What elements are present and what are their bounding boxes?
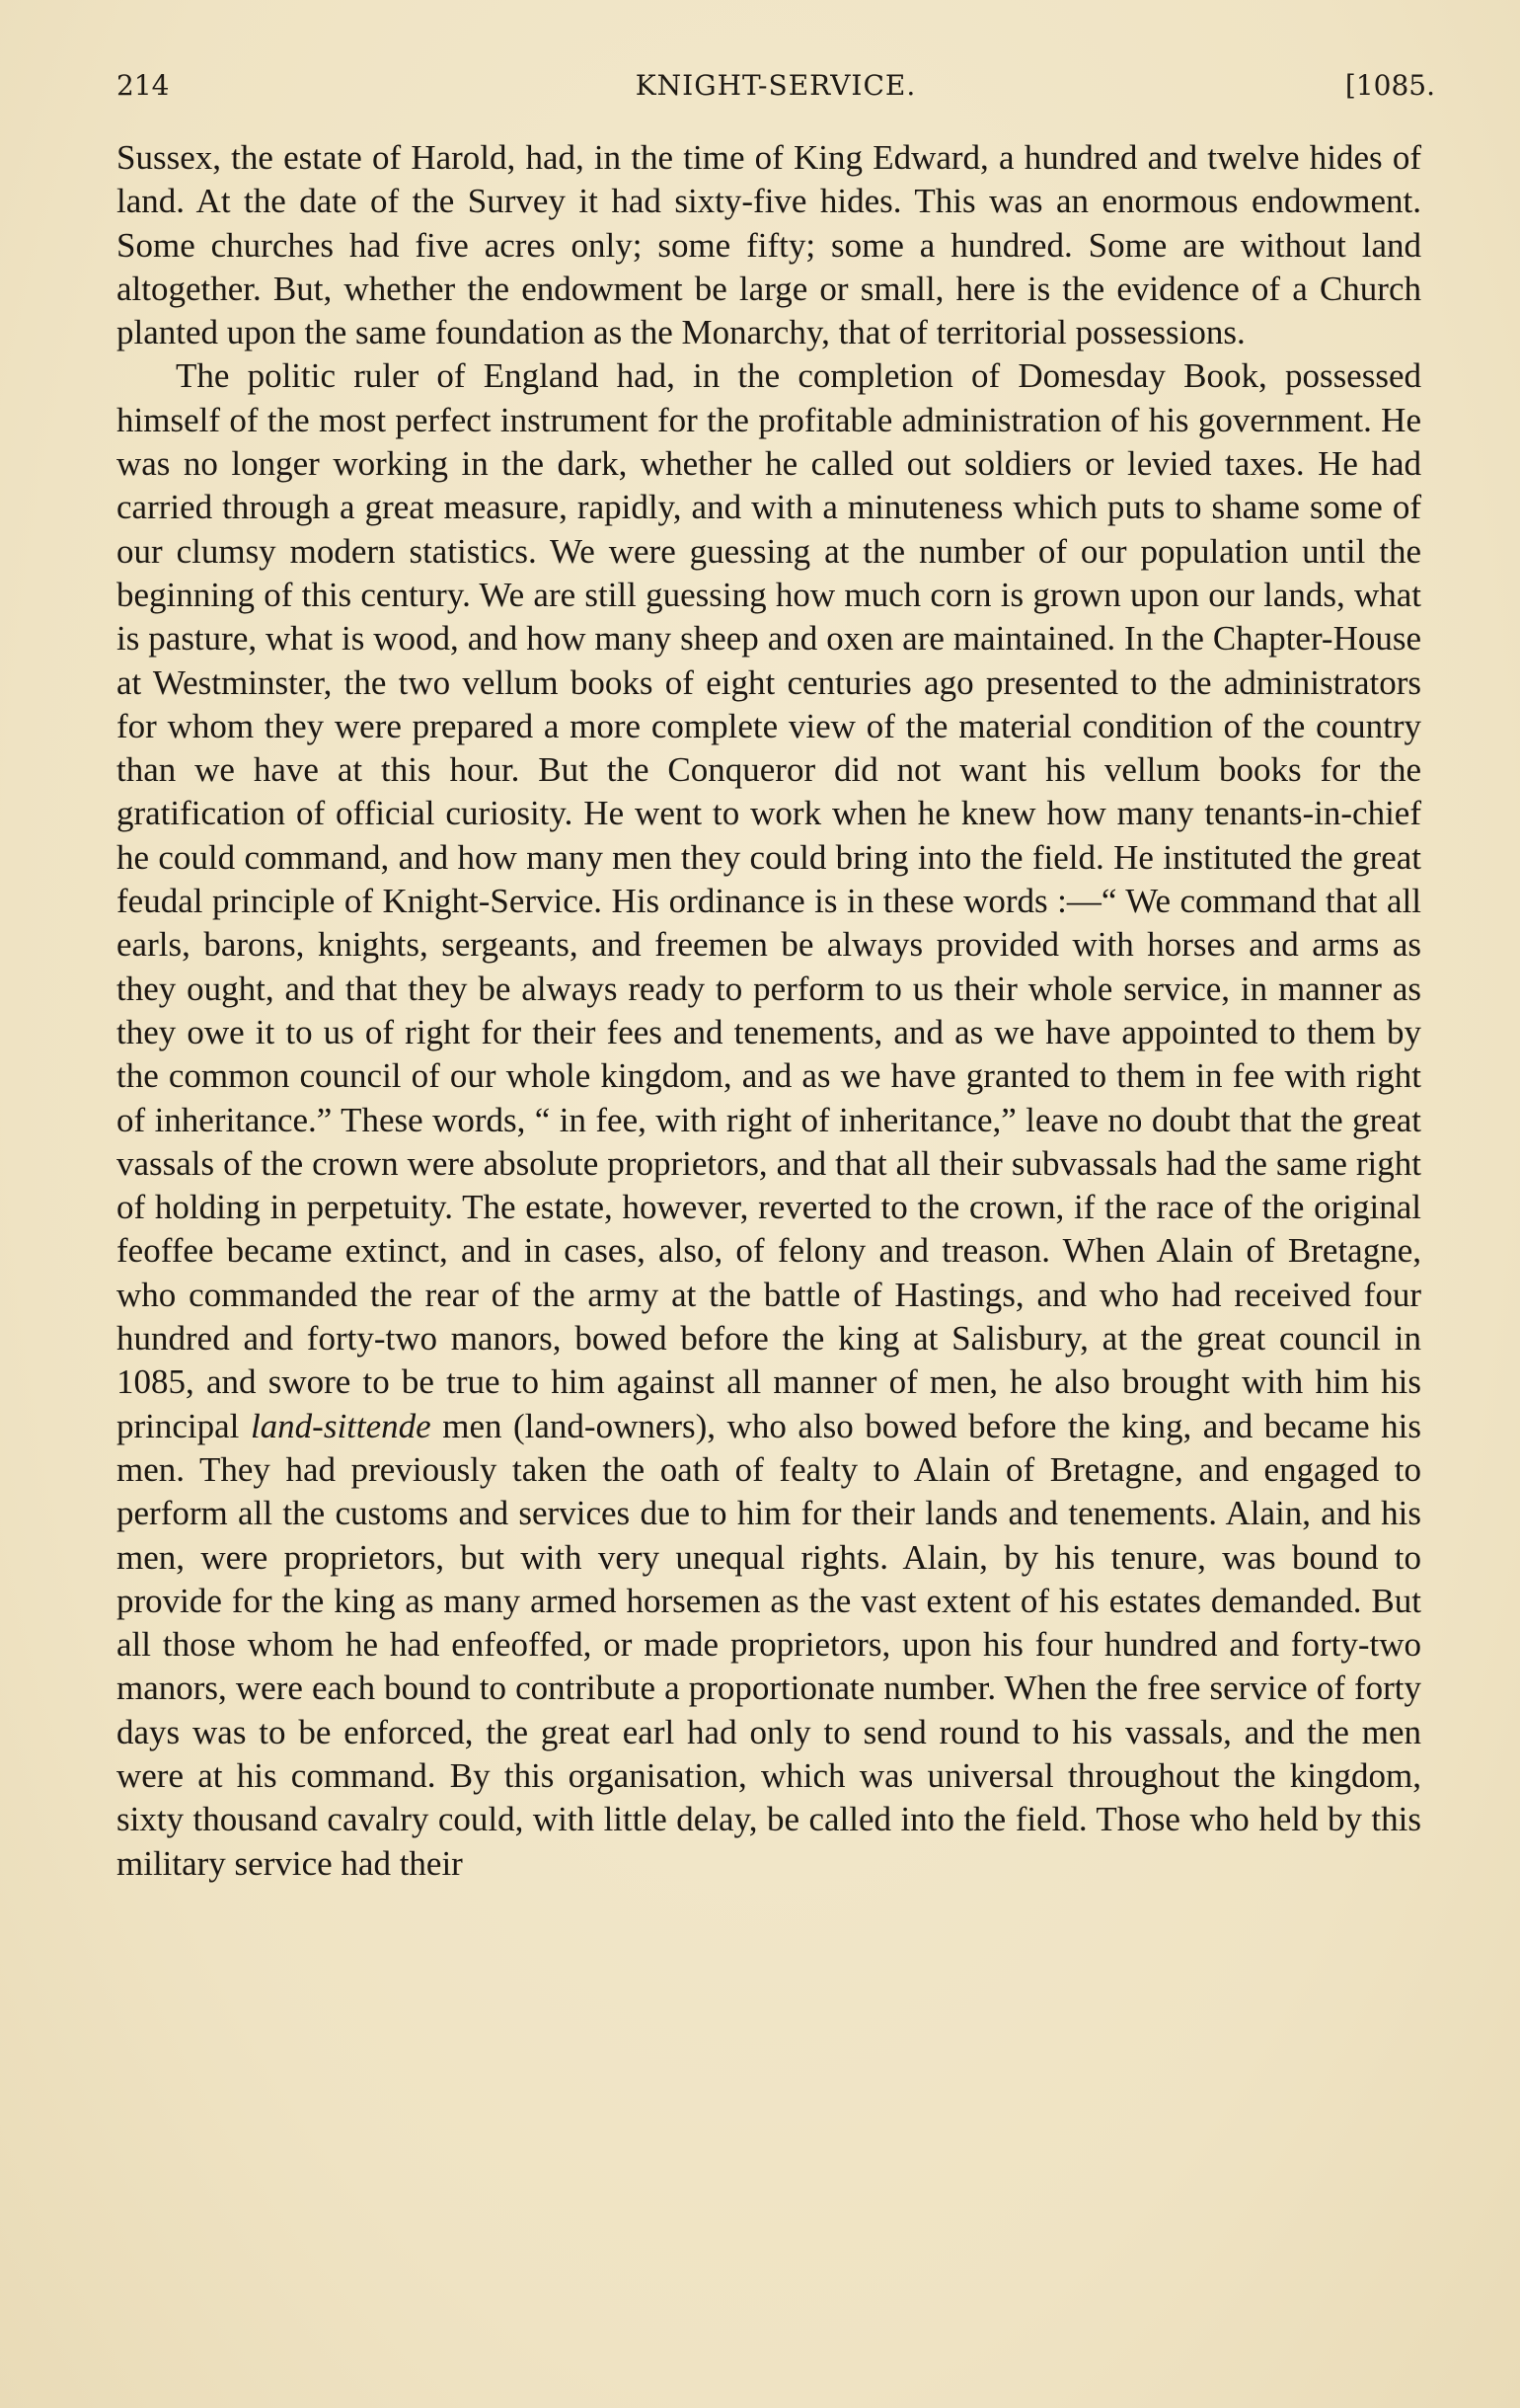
running-title: KNIGHT-SERVICE. [635, 69, 917, 102]
page-number: 214 [116, 69, 170, 102]
italic-term: land-sittende [250, 1406, 431, 1445]
paragraph-2-text: The politic ruler of England had, in the completion of Domesday Book, possessed himself of the most perfect instrument for the profitable administration of his government. He was no longer working in the dark, whether he called out soldiers or levied taxes. He had carried through a great measure, rapidly, and with a minuteness which puts to shame some of our clumsy modern statistics. We were guessing at the number of our population until the beginning of this century. We are still guessing how much corn is grown upon our lands, what is pasture, what is wood, and how many sheep and oxen are maintained. In the Chapter-House at Westminster, the two vellum books of eight centuries ago presented to the administrators for whom they were prepared a more complete view of the material condition of the country than we have at this hour. But the Conqueror did not want his vellum books for the gratification of official curiosity. He went to work when he knew how many tenants-in-chief he could command, and how many men they could bring into the field. He instituted the great feudal principle of Knight-Service. His ordinance is in these words :—“ We command that all earls, barons, knights, sergeants, and freemen be always provided with horses and arms as they ought, and that they be always ready to perform to us their whole service, in manner as they owe it to us of right for their fees and tenements, and as we have appointed to them by the common council of our whole kingdom, and as we have granted to them in fee with right of inheritance.” These words, “ in fee, with right of inheritance,” leave no doubt that the great vassals of the crown were absolute proprietors, and that all their subvassals had the same right of holding in perpetuity. The estate, however, reverted to the crown, if the race of the original feoffee became extinct, and in cases, also, of felony and treason. When Alain of Bretagne, who commanded the rear of the army at the battle of Hastings, and who had received four hundred and forty-two manors, bowed before the king at Salisbury, at the great council in 1085, and swore to be true to him against all manner of men, he also brought with him his principal [116, 356, 1421, 1445]
paragraph-1: Sussex, the estate of Harold, had, in the time of King Edward, a hundred and twelve hides of land. At the date of the Survey it had sixty-five hides. This was an enormous endowment. Some churches had five acres only; some fifty; some a hundred. Some are without land altogether. But, whether the endowment be large or small, here is the evidence of a Church planted upon the same foundation as the Monarchy, that of territorial possessions. [116, 138, 1421, 352]
page-header [116, 69, 1435, 118]
paragraph-2-continuation: men (land-owners), who also bowed before the king, and became his men. They had previously taken the oath of fealty to Alain of Bretagne, and engaged to perform all the customs and services due to him for their lands and tenements. Alain, and his men, were proprietors, but with very unequal rights. Alain, by his tenure, was bound to provide for the king as many armed horsemen as the vast extent of his estates demanded. But all those whom he had enfeoffed, or made proprietors, upon his four hundred and forty-two manors, were each bound to contribute a proportionate number. When the free service of forty days was to be enforced, the great earl had only to send round to his vassals, and the men were at his command. By this organisation, which was universal throughout the kingdom, sixty thousand cavalry could, with little delay, be called into the field. Those who held by this military service had their [116, 1406, 1422, 1883]
year-marker: [1085. [1344, 69, 1435, 102]
paragraph-2 [116, 354, 1421, 1885]
body-text [116, 136, 1421, 1886]
